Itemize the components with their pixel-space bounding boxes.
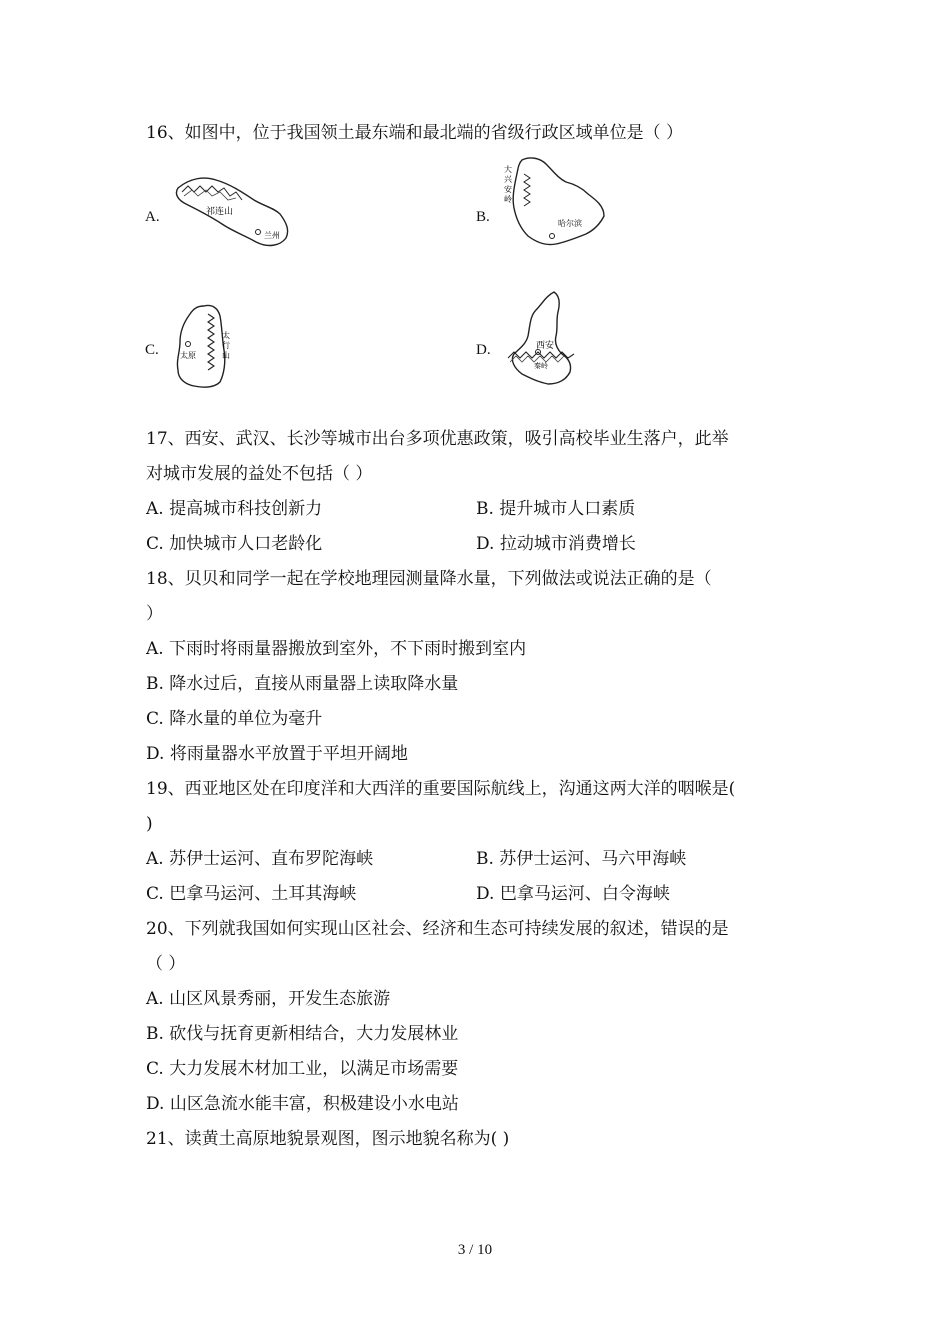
q18-stem-line2: ） xyxy=(146,604,163,624)
map-label-xian: 西安 xyxy=(536,341,555,351)
q16-option-a-letter: A. xyxy=(145,209,160,225)
q16-stem: 16、如图中，位于我国领土最东端和最北端的省级行政区域单位是（ ） xyxy=(146,123,684,143)
q19-stem-line1: 19、西亚地区处在印度洋和大西洋的重要国际航线上，沟通这两大洋的咽喉是( xyxy=(146,779,736,799)
q20-option-a: A. 山区风景秀丽，开发生态旅游 xyxy=(146,989,391,1009)
q16-map-shaanxi xyxy=(500,288,580,388)
q16-map-shanxi xyxy=(170,300,240,390)
q18-option-b: B. 降水过后，直接从雨量器上读取降水量 xyxy=(146,674,459,694)
map-label-harbin: 哈尔滨 xyxy=(558,219,582,228)
q20-option-c: C. 大力发展木材加工业，以满足市场需要 xyxy=(146,1059,459,1079)
q20-stem-line2: （ ） xyxy=(146,954,186,974)
q16-option-d-letter: D. xyxy=(476,342,491,358)
q17-option-b: B. 提升城市人口素质 xyxy=(476,499,636,519)
map-label-taiyuan: 太原 xyxy=(180,351,196,360)
q19-stem-line2: ) xyxy=(146,814,153,834)
map-label-lanzhou: 兰州 xyxy=(264,231,280,240)
q20-stem-line1: 20、下列就我国如何实现山区社会、经济和生态可持续发展的叙述，错误的是 xyxy=(146,919,729,939)
q19-option-a: A. 苏伊士运河、直布罗陀海峡 xyxy=(146,849,374,869)
q18-option-a: A. 下雨时将雨量器搬放到室外，不下雨时搬到室内 xyxy=(146,639,527,659)
page-number: 3 / 10 xyxy=(457,1242,493,1258)
map-label-daxinganling: 大兴安岭 xyxy=(504,165,512,204)
q17-option-d: D. 拉动城市消费增长 xyxy=(476,534,636,554)
q20-option-d: D. 山区急流水能丰富，积极建设小水电站 xyxy=(146,1094,459,1114)
q17-stem-line1: 17、西安、武汉、长沙等城市出台多项优惠政策，吸引高校毕业生落户，此举 xyxy=(146,429,729,449)
q18-stem-line1: 18、贝贝和同学一起在学校地理园测量降水量，下列做法或说法正确的是（ xyxy=(146,569,712,589)
map-label-taihangshan: 太行山 xyxy=(222,331,230,360)
q17-stem-line2: 对城市发展的益处不包括（ ） xyxy=(146,464,373,484)
q16-option-c-letter: C. xyxy=(145,342,159,358)
q19-option-c: C. 巴拿马运河、土耳其海峡 xyxy=(146,884,357,904)
q16-option-b-letter: B. xyxy=(476,209,490,225)
q19-option-b: B. 苏伊士运河、马六甲海峡 xyxy=(476,849,687,869)
q18-option-d: D. 将雨量器水平放置于平坦开阔地 xyxy=(146,744,408,764)
q21-stem: 21、读黄土高原地貌景观图，图示地貌名称为( ) xyxy=(146,1129,510,1149)
map-label-qilianshan: 祁连山 xyxy=(206,207,234,217)
q16-map-gansu xyxy=(172,170,300,254)
map-label-qinling: 秦岭 xyxy=(534,362,548,370)
q18-option-c: C. 降水量的单位为毫升 xyxy=(146,709,323,729)
q17-option-a: A. 提高城市科技创新力 xyxy=(146,499,323,519)
q17-option-c: C. 加快城市人口老龄化 xyxy=(146,534,323,554)
q19-option-d: D. 巴拿马运河、白令海峡 xyxy=(476,884,670,904)
q16-map-heilongjiang xyxy=(500,154,610,250)
q20-option-b: B. 砍伐与抚育更新相结合，大力发展林业 xyxy=(146,1024,459,1044)
